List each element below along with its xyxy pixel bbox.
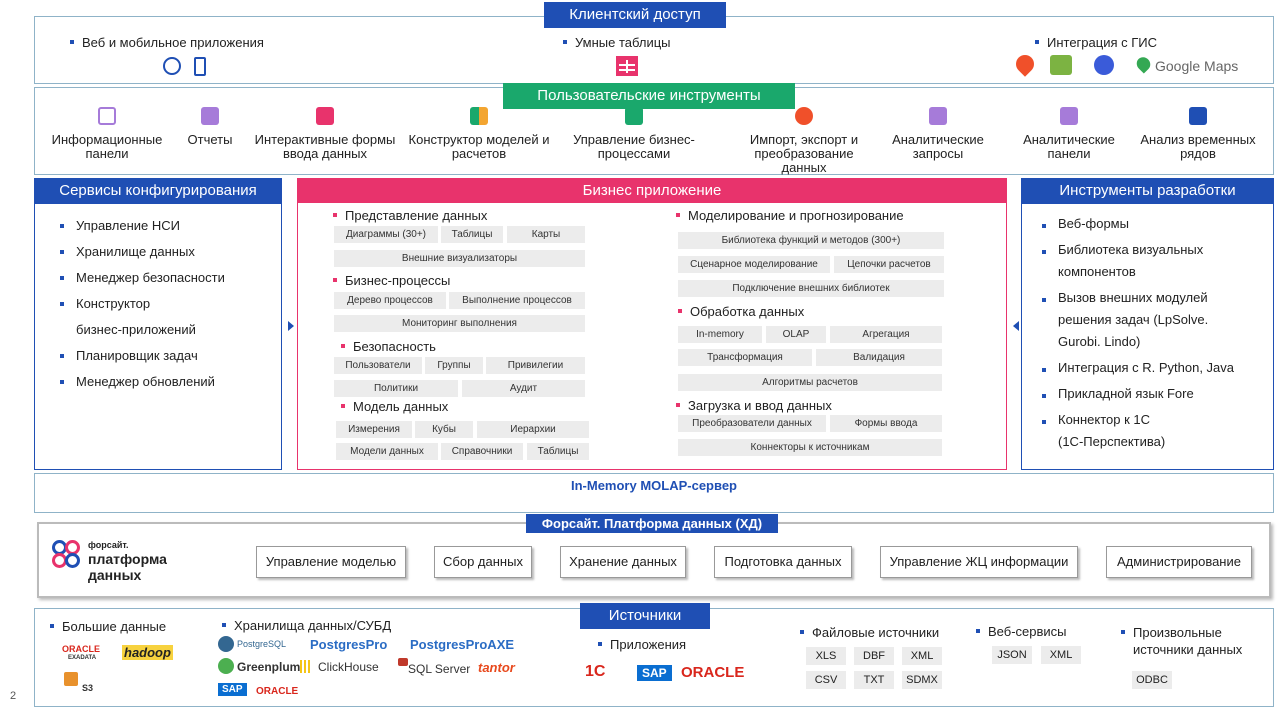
sap-logo-apps: SAP — [637, 665, 672, 681]
tag: Цепочки расчетов — [834, 256, 944, 273]
tool-import — [736, 107, 872, 175]
user-tools-title: Пользовательские инструменты — [503, 83, 795, 109]
timeseries-icon — [1189, 107, 1207, 125]
tag: OLAP — [766, 326, 826, 343]
tag: Карты — [507, 226, 585, 243]
section-modeling: Моделирование и прогнозирование — [676, 208, 904, 223]
config-item: бизнес-приложений — [76, 322, 196, 337]
form-icon — [316, 107, 334, 125]
dev-item: компонентов — [1058, 264, 1136, 279]
tag: Привилегии — [486, 357, 585, 374]
file-tag: CSV — [806, 671, 846, 689]
tool-label: Интерактивные формы ввода данных — [254, 132, 396, 161]
dev-tools-title: Инструменты разработки — [1021, 178, 1274, 204]
model-builder-icon — [470, 107, 488, 125]
page-number: 2 — [10, 690, 17, 702]
file-tag: TXT — [854, 671, 894, 689]
src-custom-title2: источники данных — [1133, 642, 1243, 657]
report-icon — [201, 107, 219, 125]
tantor-logo: tantor — [478, 660, 515, 675]
oracle-logo-dwh: ORACLE — [256, 686, 299, 697]
process-icon — [625, 107, 643, 125]
tool-forms — [250, 107, 400, 161]
client-access-title: Клиентский доступ — [544, 2, 726, 28]
platform-logo-line2: данных — [88, 567, 142, 583]
arrow-left-icon — [1013, 321, 1019, 331]
sqlserver-icon — [398, 658, 408, 666]
platform-logo-small: форсайт. — [88, 540, 129, 550]
tool-label: Аналитические панели — [1023, 132, 1115, 161]
tool-analytics — [1012, 107, 1126, 161]
tag: Справочники — [441, 443, 523, 460]
tool-reports — [180, 107, 240, 147]
globe-icon — [163, 57, 181, 75]
src-apps-title: Приложения — [598, 637, 686, 652]
tag: Преобразователи данных — [678, 415, 826, 432]
platform-btn-prepare[interactable]: Подготовка данных — [714, 546, 852, 578]
client-item-web: Веб и мобильное приложения — [70, 35, 264, 50]
client-item-smart-tables: Умные таблицы — [563, 35, 671, 50]
section-data-view: Представление данных — [333, 208, 487, 223]
section-security: Безопасность — [341, 339, 436, 354]
file-tag: XLS — [806, 647, 846, 665]
config-item: Менеджер обновлений — [60, 369, 225, 395]
tag: Формы ввода — [830, 415, 942, 432]
tag: Модели данных — [336, 443, 438, 460]
gis-app-icon — [1094, 55, 1114, 75]
greenplum-logo: Greenplum — [237, 660, 301, 674]
greenplum-icon — [218, 658, 234, 674]
config-item: Конструктор — [60, 291, 225, 317]
dev-tools-list — [1042, 213, 1234, 453]
tag: Подключение внешних библиотек — [678, 280, 944, 297]
config-item: Планировщик задач — [60, 343, 225, 369]
src-custom-title: Произвольные — [1121, 625, 1222, 640]
tag: Группы — [425, 357, 483, 374]
section-data-model: Модель данных — [341, 399, 448, 414]
business-app-title: Бизнес приложение — [297, 178, 1007, 203]
dev-item: решения задач (LpSolve. — [1058, 312, 1209, 327]
dev-item: Веб-формы — [1042, 213, 1234, 235]
tool-dashboards — [42, 107, 172, 161]
file-tag: DBF — [854, 647, 894, 665]
config-item: Управление НСИ — [60, 213, 225, 239]
config-services-title: Сервисы конфигурирования — [34, 178, 282, 204]
tag: Выполнение процессов — [449, 292, 585, 309]
postgresql-icon — [218, 636, 234, 652]
1c-logo: 1С — [585, 663, 606, 680]
platform-btn-model[interactable]: Управление моделью — [256, 546, 406, 578]
section-bp: Бизнес-процессы — [333, 273, 450, 288]
tool-label: Информационные панели — [51, 132, 163, 161]
sap-logo: SAP — [218, 683, 247, 696]
postgresproaxe-logo: PostgresProAXE — [410, 637, 515, 652]
tag: Агрегация — [830, 326, 942, 343]
tag: Аудит — [462, 380, 585, 397]
import-icon — [795, 107, 813, 125]
exadata-logo: EXADATA — [68, 655, 97, 661]
s3-logo: S3 — [82, 683, 94, 693]
dev-item: Библиотека визуальных — [1042, 239, 1234, 261]
web-tag: JSON — [992, 646, 1032, 664]
tool-label: Импорт, экспорт и преобразование данных — [749, 132, 859, 175]
tag: Алгоритмы расчетов — [678, 374, 942, 391]
config-services-list — [60, 213, 225, 395]
tool-processes — [560, 107, 708, 161]
clickhouse-logo: ClickHouse — [318, 660, 379, 674]
sqlserver-logo: SQL Server — [408, 662, 471, 676]
src-dwh-title: Хранилища данных/СУБД — [222, 618, 391, 633]
molap-title: In-Memory MOLAP-сервер — [570, 478, 737, 493]
sources-title: Источники — [580, 603, 710, 629]
tag: Пользователи — [334, 357, 422, 374]
clickhouse-icon — [300, 660, 312, 673]
query-icon — [929, 107, 947, 125]
analytics-icon — [1060, 107, 1078, 125]
platform-btn-admin[interactable]: Администрирование — [1106, 546, 1252, 578]
tool-label: Аналитические запросы — [892, 132, 984, 161]
tag: Мониторинг выполнения — [334, 315, 585, 332]
dev-item: Прикладной язык Fore — [1042, 383, 1234, 405]
platform-btn-storage[interactable]: Хранение данных — [560, 546, 686, 578]
s3-icon — [64, 672, 78, 686]
section-processing: Обработка данных — [678, 304, 804, 319]
tool-label: Конструктор моделей и расчетов — [408, 132, 550, 161]
dev-item: (1С-Перспектива) — [1058, 434, 1166, 449]
dev-item: Gurobi. Lindo) — [1058, 334, 1141, 349]
google-maps-logo: Google Maps — [1155, 58, 1239, 74]
tag: Внешние визуализаторы — [334, 250, 585, 267]
oracle-logo-apps: ORACLE — [681, 664, 745, 681]
hadoop-logo: hadoop — [124, 645, 171, 660]
web-tag: XML — [1041, 646, 1081, 664]
tool-label: Управление бизнес-процессами — [573, 132, 695, 161]
postgrespro-logo: PostgresPro — [310, 637, 388, 652]
src-files-title: Файловые источники — [800, 625, 939, 640]
dev-item: Коннектор к 1С — [1042, 409, 1234, 431]
config-item: Менеджер безопасности — [60, 265, 225, 291]
arrow-right-icon — [288, 321, 294, 331]
mobile-icon — [194, 57, 206, 76]
src-web-title: Веб-сервисы — [976, 624, 1067, 639]
map-search-icon — [1050, 55, 1072, 75]
file-tag: SDMX — [902, 671, 942, 689]
oracle-logo: ORACLE — [62, 644, 100, 654]
tag: Коннекторы к источникам — [678, 439, 942, 456]
tag: Кубы — [415, 421, 473, 438]
platform-title: Форсайт. Платформа данных (ХД) — [526, 514, 778, 533]
tool-model-builder — [402, 107, 556, 161]
dev-item: Вызов внешних модулей — [1042, 287, 1234, 309]
tag: Диаграммы (30+) — [334, 226, 438, 243]
file-tag: XML — [902, 647, 942, 665]
tag: Измерения — [336, 421, 412, 438]
tag: Трансформация — [678, 349, 812, 366]
tool-timeseries — [1132, 107, 1264, 161]
dashboard-icon — [98, 107, 116, 125]
tool-label: Отчеты — [187, 132, 233, 147]
platform-logo-icon — [52, 540, 76, 566]
dev-item: Интеграция с R. Python, Java — [1042, 357, 1234, 379]
tool-label: Анализ временных рядов — [1140, 132, 1256, 161]
tag: Таблицы — [527, 443, 589, 460]
custom-tag: ODBC — [1132, 671, 1172, 689]
postgresql-logo: PostgreSQL — [237, 639, 287, 649]
tag: Политики — [334, 380, 458, 397]
tag: Таблицы — [441, 226, 503, 243]
config-item: Хранилище данных — [60, 239, 225, 265]
tag: Сценарное моделирование — [678, 256, 830, 273]
tag: Валидация — [816, 349, 942, 366]
platform-btn-collect[interactable]: Сбор данных — [434, 546, 532, 578]
table-icon-grid — [619, 60, 635, 73]
tag: Библиотека функций и методов (300+) — [678, 232, 944, 249]
tool-queries — [880, 107, 996, 161]
src-bigdata-title: Большие данные — [50, 619, 166, 634]
client-item-gis: Интеграция с ГИС — [1035, 35, 1157, 50]
tag: Иерархии — [477, 421, 589, 438]
platform-logo-line1: платформа — [88, 551, 167, 567]
section-loading: Загрузка и ввод данных — [676, 398, 832, 413]
platform-btn-lifecycle[interactable]: Управление ЖЦ информации — [880, 546, 1078, 578]
tag: In-memory — [678, 326, 762, 343]
tag: Дерево процессов — [334, 292, 446, 309]
